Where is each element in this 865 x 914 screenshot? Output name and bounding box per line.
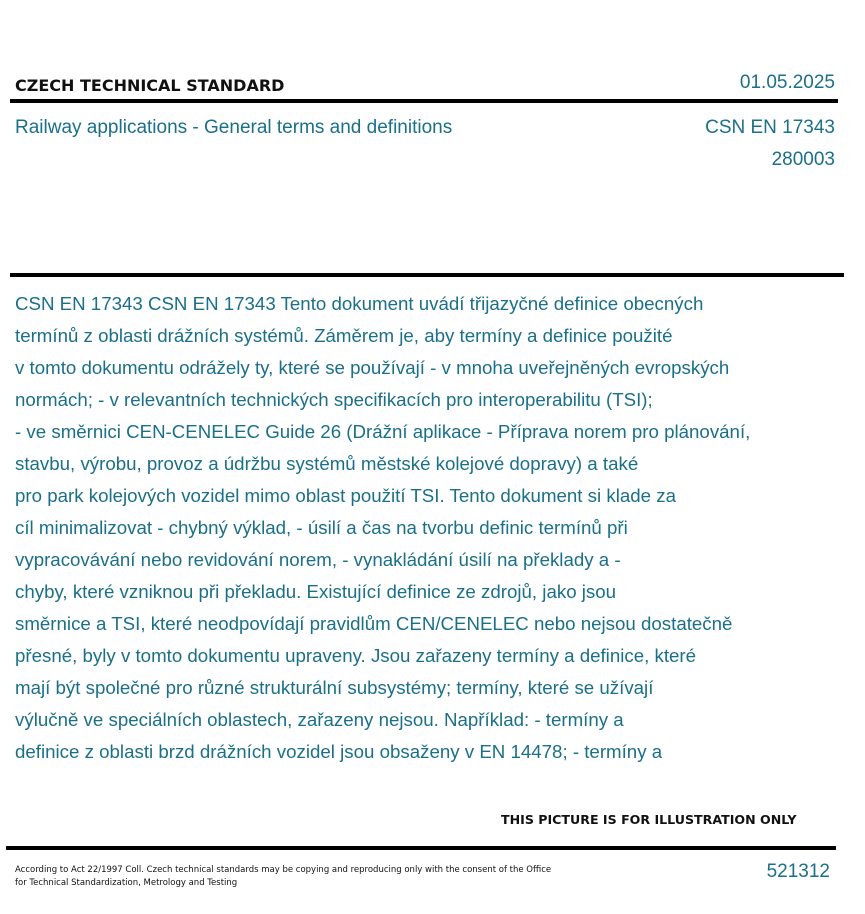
abstract-line: normách; - v relevantních technických specifikacích pro interoperabilitu (TSI);	[15, 389, 653, 410]
abstract-line: v tomto dokumentu odrážely ty, které se používají - v mnoha uveřejněných evropských	[15, 357, 730, 378]
illustration-notice: THIS PICTURE IS FOR ILLUSTRATION ONLY	[501, 812, 797, 827]
footer-divider	[6, 846, 836, 850]
abstract-text	[15, 288, 860, 768]
abstract-line: chyby, které vzniknou při překladu. Existující definice ze zdrojů, jako jsou	[15, 581, 617, 602]
legal-notice	[15, 864, 615, 890]
legal-notice-line: for Technical Standardization, Metrology and Testing	[15, 878, 238, 888]
abstract-line: pro park kolejových vozidel mimo oblast použití TSI. Tento dokument si klade za	[15, 485, 676, 506]
brand-heading: CZECH TECHNICAL STANDARD	[15, 76, 285, 95]
abstract-line: definice z oblasti brzd drážních vozidel jsou obsaženy v EN 14478; - termíny a	[15, 741, 663, 762]
abstract-line: stavbu, výrobu, provoz a údržbu systémů městské kolejové dopravy) a také	[15, 453, 639, 474]
standard-class-number: 280003	[771, 149, 835, 170]
header-divider	[10, 99, 838, 103]
standard-code: CSN EN 17343	[705, 117, 835, 138]
publication-date: 01.05.2025	[739, 72, 835, 93]
standard-title: Railway applications - General terms and definitions	[15, 117, 453, 138]
abstract-line: výlučně ve speciálních oblastech, zařazeny nejsou. Například: - termíny a	[15, 709, 624, 730]
abstract-line: termínů z oblasti drážních systémů. Záměrem je, aby termíny a definice použité	[15, 325, 673, 346]
abstract-line: přesné, byly v tomto dokumentu upraveny. Jsou zařazeny termíny a definice, které	[15, 645, 697, 666]
abstract-line: - ve směrnici CEN-CENELEC Guide 26 (Drážní aplikace - Příprava norem pro plánování,	[15, 421, 751, 442]
section-divider	[10, 273, 844, 277]
abstract-line: vypracovávání nebo revidování norem, - vynakládání úsilí na překlady a -	[15, 549, 621, 570]
abstract-line: CSN EN 17343 CSN EN 17343 Tento dokument uvádí třijazyčné definice obecných	[15, 293, 704, 314]
abstract-line: cíl minimalizovat - chybný výklad, - úsilí a čas na tvorbu definic termínů při	[15, 517, 628, 538]
abstract-line: směrnice a TSI, které neodpovídají pravidlům CEN/CENELEC nebo nejsou dostatečně	[15, 613, 733, 634]
legal-notice-line: According to Act 22/1997 Coll. Czech technical standards may be copying and reproducing only with the consent of the Office	[15, 865, 552, 875]
document-number: 521312	[766, 861, 830, 882]
abstract-line: mají být společné pro různé strukturální subsystémy; termíny, které se užívají	[15, 677, 654, 698]
